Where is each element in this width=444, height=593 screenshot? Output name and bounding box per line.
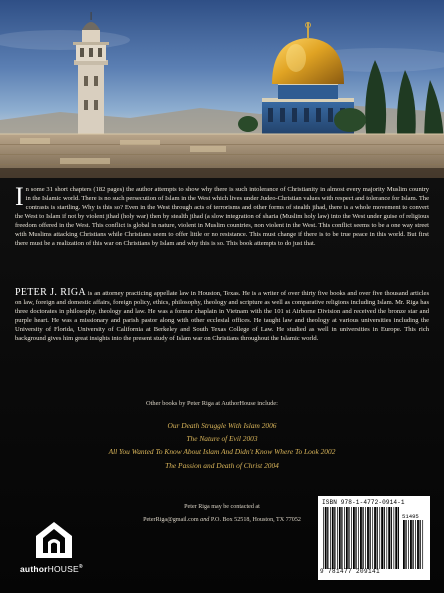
book-title: The Passion and Death of Christ 2004 (165, 461, 279, 470)
registered-mark: ® (78, 564, 83, 570)
book-title: Our Death Struggle With Islam 2006 (167, 421, 277, 430)
barcode-bars (323, 507, 401, 569)
authorhouse-logo (20, 520, 100, 580)
drop-cap: I (15, 182, 24, 211)
cover-photo-jerusalem (0, 0, 444, 178)
author-bio (15, 288, 429, 343)
contact-address: P.O. Box 52518, Houston, TX 77052 (210, 517, 301, 523)
isbn-barcode (318, 496, 430, 580)
book-description (15, 182, 429, 248)
author-bio-text: is an attorney practicing appellate law in Houston, Texas. He is a writer of over thirty five books and over five thousand articles on law, foreign and domestic affairs, foreign policy, ethics, philosophy, theology and scripture as well as comparative religions including Islam. Mr. Riga has three doctorates in philosophy, theology and law. He was a former chaplain in Vietnam with the 101 st Airborne Division and received the bronze star and purple heart. He was a missionary and parish pastor along with other ecclesial offices. He taught law and theology at various universities including the University of Florida, University of California at Berkeley and South Texas College of Law. He studied as well in universities in Europe. This rich background gives him great insights into the present study of Islam war on Christians throughout the Islamic world. (15, 290, 429, 343)
contact-email: PeterRiga@gmail.com (143, 517, 199, 523)
author-name: PETER J. RIGA (15, 287, 86, 298)
contact-heading: Peter Riga may be contacted at (184, 504, 260, 510)
other-books-heading: Other books by Peter Riga at AuthorHouse include: (146, 400, 278, 407)
book-description-text: n some 31 short chapters (182 pages) the author attempts to show why there is such intolerance of Christianity in almost every majority Muslim country in the Islamic world. There is no such persecution of Islam in the West which lives under Judeo-Christian values with respect and tolerance for Islam. The contrasts is startling. Why is this so? Even in the West through acts of terrorisms and other forms of stealth jihad, there is a whole movement to convert the West to Islam if not by violent jihad (holy war) then by stealth jihad (a slow integration of sharia (Muslim holy law) into the West under guise of religious freedom offered in the West. This conflict is global in nature, violent in Muslim countries, non violent in the West. This conflict seems to be a one way street with Muslims attacking Christians while Christians seem to offer little or no resistance. This must change if there is to be true peace in this world. But first there must be a realization of this war on Christians by Islam and why this is so. This book attempts to do just that. (15, 186, 429, 248)
book-title: The Nature of Evil 2003 (186, 434, 258, 443)
house-icon (34, 520, 74, 560)
barcode-addon-bars (403, 520, 425, 569)
barcode-addon-code: 51495 (402, 513, 419, 520)
publisher-name-thin: HOUSE (47, 564, 79, 574)
contact-and: and (200, 517, 210, 523)
publisher-name-bold: author (20, 564, 48, 574)
publisher-wordmark (20, 564, 100, 574)
ean-digits: 9 781477 209141 (320, 568, 381, 575)
book-title: All You Wanted To Know About Islam And Didn't Know Where To Look 2002 (108, 447, 336, 456)
isbn-number: ISBN 978-1-4772-0914-1 (322, 499, 405, 506)
